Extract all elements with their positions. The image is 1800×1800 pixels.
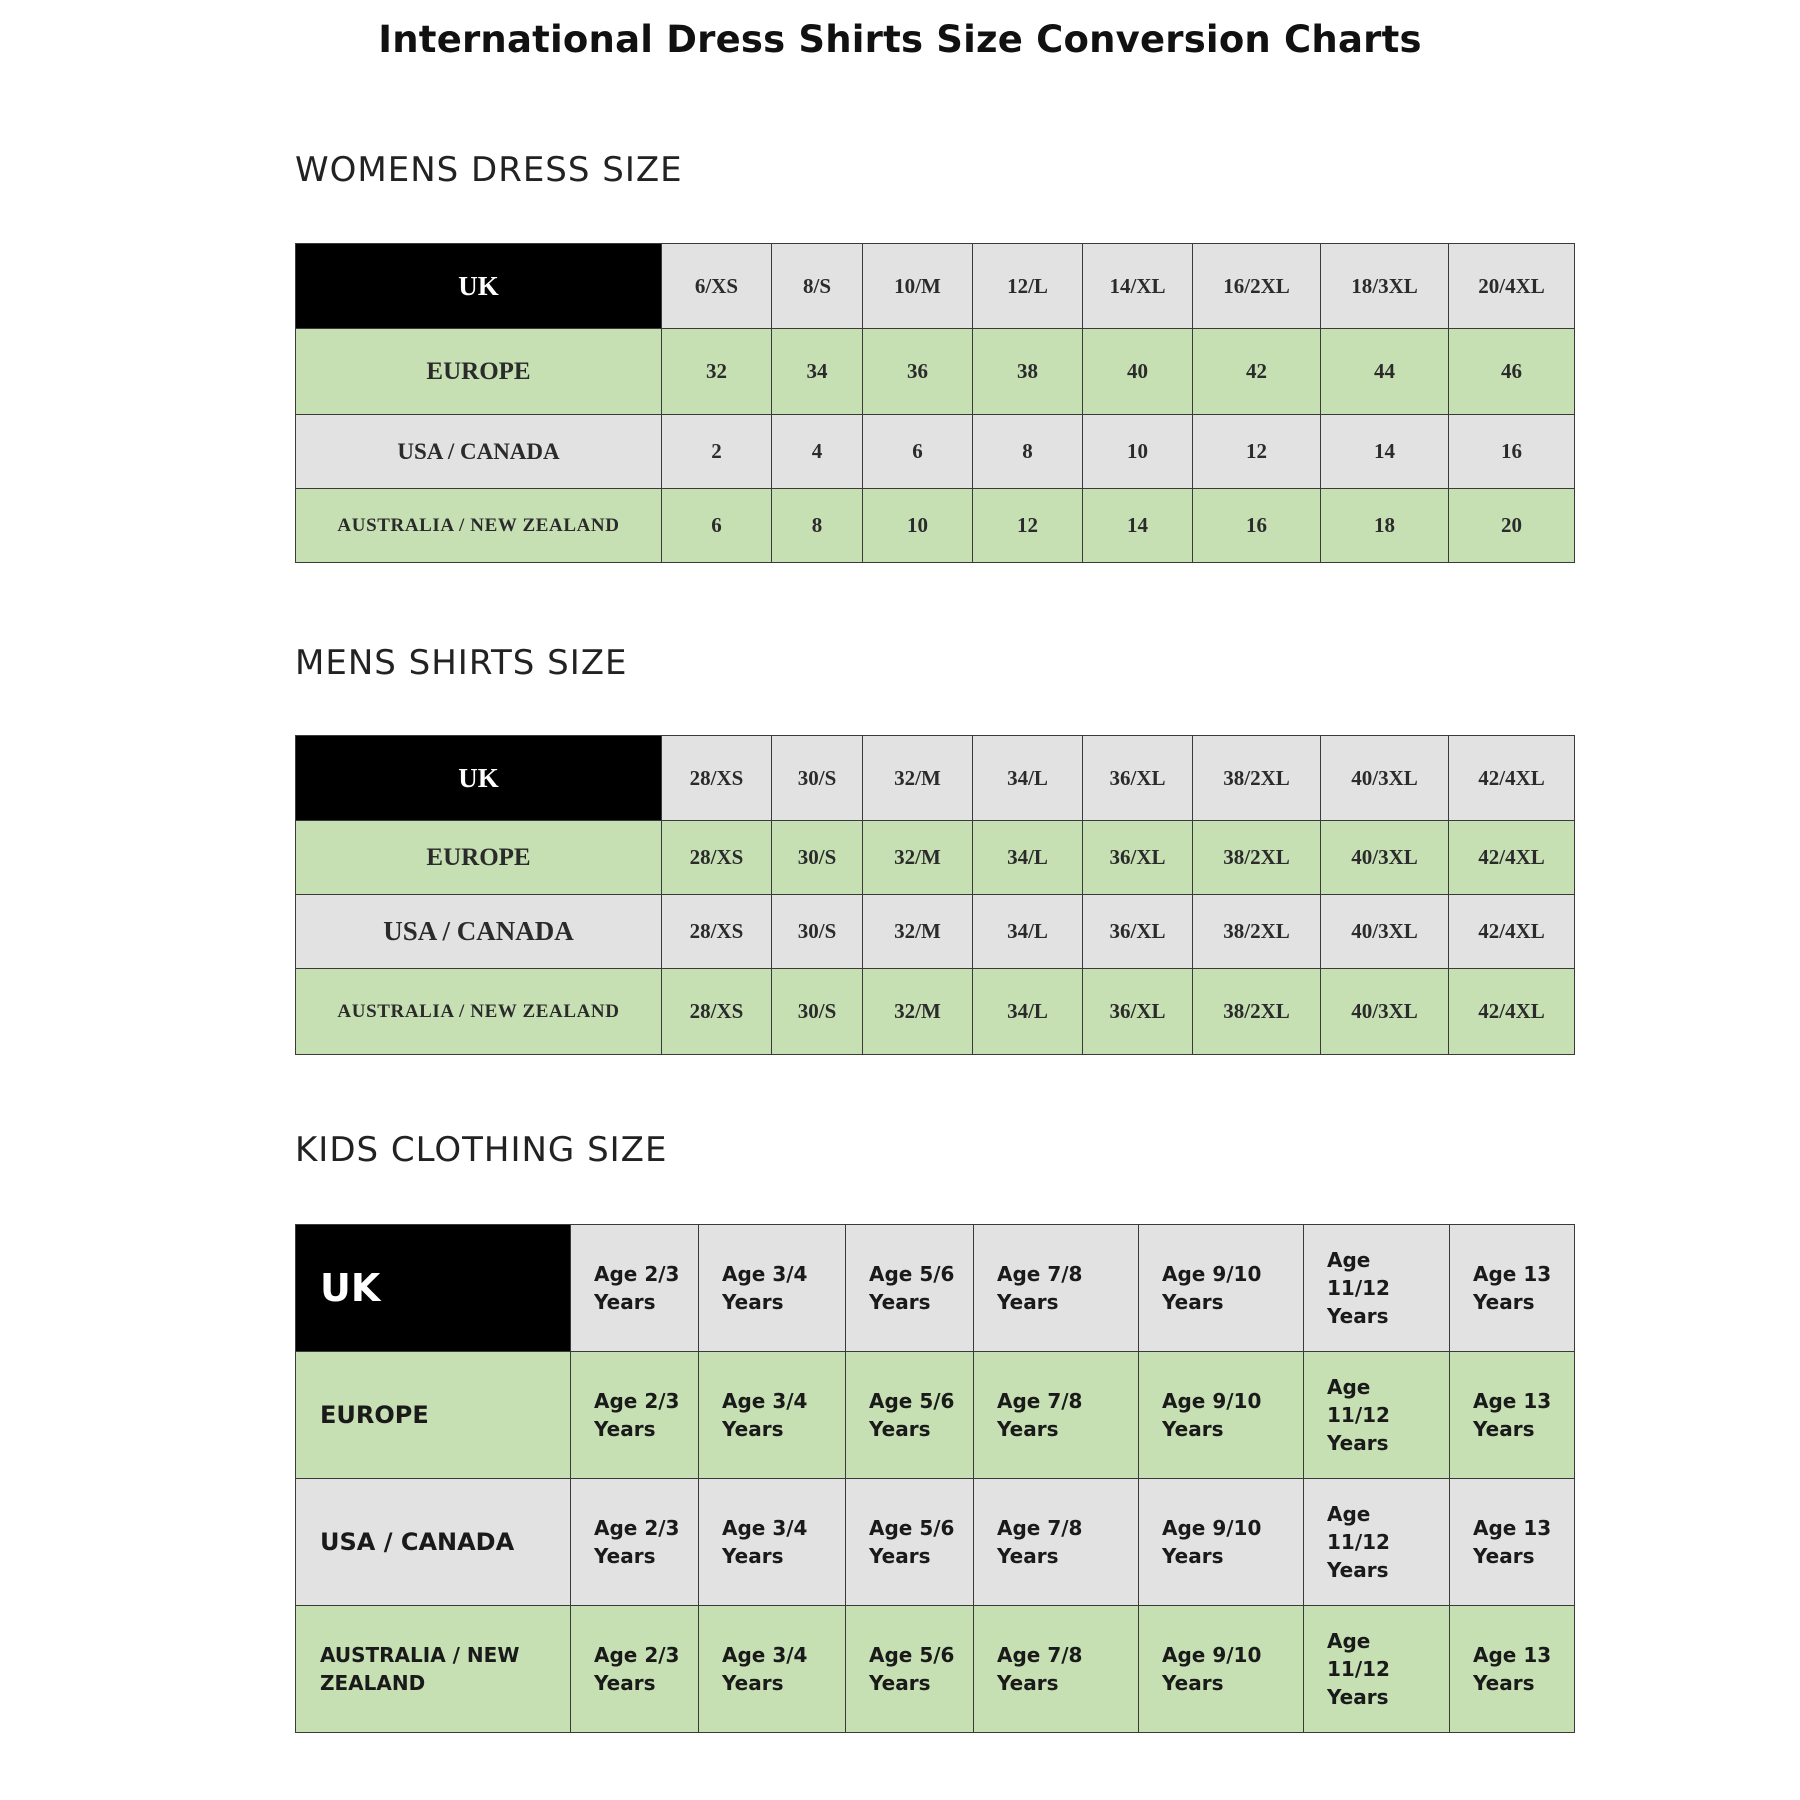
row-label: EUROPE	[296, 329, 662, 415]
table-cell: 30/S	[772, 821, 863, 895]
row-label: AUSTRALIA / NEW ZEALAND	[296, 969, 662, 1055]
table-cell: 30/S	[772, 736, 863, 821]
table-cell: 30/S	[772, 969, 863, 1055]
womens-row-europe	[296, 329, 1575, 415]
table-cell: 46	[1449, 329, 1575, 415]
table-cell: 32/M	[863, 821, 973, 895]
mens-size-table	[295, 735, 1575, 1055]
table-cell: 42/4XL	[1449, 969, 1575, 1055]
table-cell: 10	[863, 489, 973, 563]
table-cell: 44	[1321, 329, 1449, 415]
table-cell: 34	[772, 329, 863, 415]
table-cell: Age 13 Years	[1450, 1606, 1575, 1733]
row-label: UK	[296, 1225, 571, 1352]
table-cell: 40/3XL	[1321, 895, 1449, 969]
table-cell: Age 3/4 Years	[699, 1352, 846, 1479]
table-cell: Age 5/6 Years	[846, 1352, 974, 1479]
table-cell: 14	[1083, 489, 1193, 563]
table-cell: 38/2XL	[1193, 821, 1321, 895]
row-label: EUROPE	[296, 1352, 571, 1479]
table-cell: Age 2/3 Years	[571, 1479, 699, 1606]
kids-row-europe	[296, 1352, 1575, 1479]
page-title: International Dress Shirts Size Conversion Charts	[378, 18, 1422, 61]
table-cell: 12/L	[973, 244, 1083, 329]
table-cell: Age 13 Years	[1450, 1225, 1575, 1352]
row-label: USA / CANADA	[296, 895, 662, 969]
womens-row-australia-nz	[296, 489, 1575, 563]
row-label: UK	[296, 244, 662, 329]
mens-section-title: MENS SHIRTS SIZE	[295, 643, 628, 683]
table-cell: 34/L	[973, 736, 1083, 821]
table-cell: Age 5/6 Years	[846, 1225, 974, 1352]
table-cell: 34/L	[973, 895, 1083, 969]
table-cell: 2	[662, 415, 772, 489]
table-cell: Age 11/12 Years	[1304, 1479, 1450, 1606]
mens-row-australia-nz	[296, 969, 1575, 1055]
table-cell: 28/XS	[662, 821, 772, 895]
table-cell: 32/M	[863, 895, 973, 969]
table-cell: 6	[863, 415, 973, 489]
table-cell: Age 7/8 Years	[974, 1479, 1139, 1606]
table-cell: 42/4XL	[1449, 821, 1575, 895]
mens-row-uk	[296, 736, 1575, 821]
table-cell: 40/3XL	[1321, 821, 1449, 895]
table-cell: 14	[1321, 415, 1449, 489]
table-cell: 36/XL	[1083, 895, 1193, 969]
table-cell: Age 7/8 Years	[974, 1352, 1139, 1479]
table-cell: Age 13 Years	[1450, 1479, 1575, 1606]
table-cell: Age 9/10 Years	[1139, 1352, 1304, 1479]
table-cell: Age 11/12 Years	[1304, 1606, 1450, 1733]
table-cell: 10	[1083, 415, 1193, 489]
table-cell: 42/4XL	[1449, 895, 1575, 969]
table-cell: 6/XS	[662, 244, 772, 329]
row-label: AUSTRALIA / NEW ZEALAND	[296, 1606, 571, 1733]
table-cell: 4	[772, 415, 863, 489]
table-cell: 16/2XL	[1193, 244, 1321, 329]
kids-section-title: KIDS CLOTHING SIZE	[295, 1130, 668, 1170]
table-cell: 38	[973, 329, 1083, 415]
kids-size-table	[295, 1224, 1575, 1733]
table-cell: 28/XS	[662, 969, 772, 1055]
table-cell: 20/4XL	[1449, 244, 1575, 329]
table-cell: Age 3/4 Years	[699, 1479, 846, 1606]
table-cell: 6	[662, 489, 772, 563]
table-cell: Age 7/8 Years	[974, 1606, 1139, 1733]
table-cell: 8	[772, 489, 863, 563]
table-cell: 34/L	[973, 969, 1083, 1055]
table-cell: 16	[1193, 489, 1321, 563]
table-cell: 8/S	[772, 244, 863, 329]
table-cell: 34/L	[973, 821, 1083, 895]
row-label: USA / CANADA	[296, 415, 662, 489]
kids-row-usa-canada	[296, 1479, 1575, 1606]
row-label: UK	[296, 736, 662, 821]
table-cell: Age 7/8 Years	[974, 1225, 1139, 1352]
table-cell: 32/M	[863, 736, 973, 821]
womens-row-uk	[296, 244, 1575, 329]
table-cell: 36	[863, 329, 973, 415]
table-cell: 38/2XL	[1193, 969, 1321, 1055]
table-cell: 40	[1083, 329, 1193, 415]
table-cell: Age 9/10 Years	[1139, 1225, 1304, 1352]
table-cell: 20	[1449, 489, 1575, 563]
table-cell: 12	[1193, 415, 1321, 489]
kids-row-uk	[296, 1225, 1575, 1352]
table-cell: 40/3XL	[1321, 969, 1449, 1055]
table-cell: 8	[973, 415, 1083, 489]
table-cell: 30/S	[772, 895, 863, 969]
table-cell: Age 9/10 Years	[1139, 1606, 1304, 1733]
table-cell: Age 13 Years	[1450, 1352, 1575, 1479]
table-cell: Age 2/3 Years	[571, 1225, 699, 1352]
table-cell: 32/M	[863, 969, 973, 1055]
table-cell: Age 2/3 Years	[571, 1606, 699, 1733]
womens-row-usa-canada	[296, 415, 1575, 489]
row-label: USA / CANADA	[296, 1479, 571, 1606]
table-cell: 36/XL	[1083, 736, 1193, 821]
mens-row-usa-canada	[296, 895, 1575, 969]
table-cell: 18	[1321, 489, 1449, 563]
table-cell: Age 11/12 Years	[1304, 1225, 1450, 1352]
womens-section-title: WOMENS DRESS SIZE	[295, 150, 683, 190]
row-label: EUROPE	[296, 821, 662, 895]
row-label: AUSTRALIA / NEW ZEALAND	[296, 489, 662, 563]
mens-row-europe	[296, 821, 1575, 895]
table-cell: 18/3XL	[1321, 244, 1449, 329]
table-cell: 42	[1193, 329, 1321, 415]
table-cell: Age 5/6 Years	[846, 1606, 974, 1733]
table-cell: 16	[1449, 415, 1575, 489]
table-cell: 12	[973, 489, 1083, 563]
womens-size-table	[295, 243, 1575, 563]
table-cell: Age 3/4 Years	[699, 1225, 846, 1352]
table-cell: 28/XS	[662, 895, 772, 969]
kids-row-australia-nz	[296, 1606, 1575, 1733]
table-cell: Age 2/3 Years	[571, 1352, 699, 1479]
table-cell: Age 9/10 Years	[1139, 1479, 1304, 1606]
table-cell: 14/XL	[1083, 244, 1193, 329]
table-cell: Age 11/12 Years	[1304, 1352, 1450, 1479]
table-cell: 36/XL	[1083, 821, 1193, 895]
table-cell: 38/2XL	[1193, 895, 1321, 969]
table-cell: Age 3/4 Years	[699, 1606, 846, 1733]
table-cell: 40/3XL	[1321, 736, 1449, 821]
table-cell: 28/XS	[662, 736, 772, 821]
table-cell: Age 5/6 Years	[846, 1479, 974, 1606]
table-cell: 32	[662, 329, 772, 415]
table-cell: 36/XL	[1083, 969, 1193, 1055]
table-cell: 10/M	[863, 244, 973, 329]
table-cell: 42/4XL	[1449, 736, 1575, 821]
table-cell: 38/2XL	[1193, 736, 1321, 821]
